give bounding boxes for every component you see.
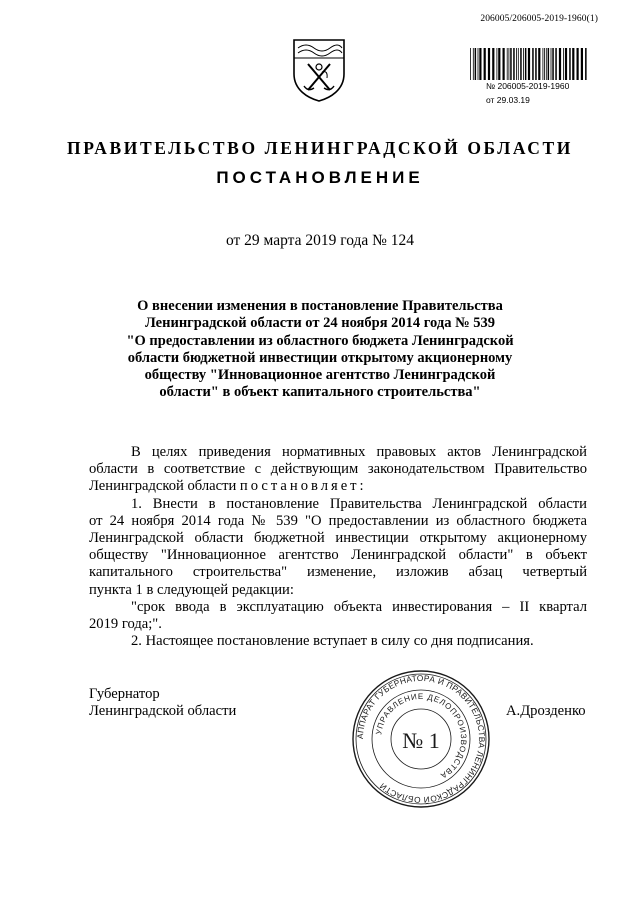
document-title — [110, 298, 530, 402]
item1-line: обществу "Инновационное агентство Ленинградской области" в объект — [89, 547, 587, 564]
barcode-bar — [478, 48, 479, 80]
barcode-bar — [470, 48, 471, 80]
stamp-outer-text: АППАРАТ ГУБЕРНАТОРА И ПРАВИТЕЛЬСТВА ЛЕНИНГРАДСКОЙ ОБЛАСТИ — [354, 672, 488, 806]
barcode-bar — [497, 48, 498, 80]
barcode-bar — [535, 48, 537, 80]
barcode-bar — [552, 48, 554, 80]
barcode-bar — [565, 48, 567, 80]
barcode-bar — [559, 48, 561, 80]
document-type: ПОСТАНОВЛЕНИЕ — [216, 168, 424, 187]
barcode-bar — [518, 48, 519, 80]
title-line: "О предоставлении из областного бюджета Ленинградской — [126, 332, 514, 349]
preamble-line-decree — [89, 478, 587, 495]
barcode-bar — [569, 48, 571, 80]
barcode-bar — [475, 48, 477, 80]
barcode-bar — [525, 48, 527, 80]
preamble-line: области в соответствие с действующим законодательством Правительство — [89, 461, 587, 478]
barcode-bar — [503, 48, 505, 80]
preamble-line: В целях приведения нормативных правовых актов Ленинградской — [131, 444, 587, 460]
title-line: области" в объект капитального строительства" — [159, 384, 481, 401]
position-line: Губернатор — [89, 686, 160, 702]
barcode-bar — [551, 48, 552, 80]
stamp-inner-text: УПРАВЛЕНИЕ ДЕЛОПРОИЗВОДСТВА — [374, 691, 469, 781]
barcode-bar — [484, 48, 486, 80]
barcode-bar — [523, 48, 524, 80]
barcode-bar — [546, 48, 547, 80]
barcode-bar — [532, 48, 534, 80]
item1-line: от 24 ноября 2014 года № 539 "О предоставлении из областного бюджета — [89, 512, 587, 529]
registration-number: 206005/206005-2019-1960(1) — [480, 14, 598, 24]
stamp-number: № 1 — [402, 728, 440, 753]
title-line: О внесении изменения в постановление Правительства — [137, 298, 503, 314]
item1-line: капитального строительства" изменение, изложив абзац четвертый — [89, 564, 587, 581]
quote-line: 2019 года;". — [89, 615, 162, 632]
barcode-bar — [544, 48, 545, 80]
barcode-date: от 29.03.19 — [486, 95, 530, 105]
barcode-bar — [555, 48, 557, 80]
barcode — [470, 48, 590, 80]
barcode-bar — [492, 48, 494, 80]
organization-title: ПРАВИТЕЛЬСТВО ЛЕНИНГРАДСКОЙ ОБЛАСТИ — [66, 138, 574, 158]
quote-line: "срок ввода в эксплуатацию объекта инвестирования – II квартал — [131, 598, 587, 615]
barcode-bar — [520, 48, 522, 80]
barcode-bar — [581, 48, 583, 80]
barcode-bar — [509, 48, 510, 80]
decree-word: постановляет: — [239, 478, 367, 495]
barcode-bar — [510, 48, 512, 80]
signatory-position — [89, 686, 236, 720]
preamble-text: Ленинградской области — [89, 478, 237, 495]
signatory-name: А.Дрозденко — [506, 703, 586, 719]
item1-line: пункта 1 в следующей редакции: — [89, 581, 294, 598]
barcode-bar — [538, 48, 540, 80]
barcode-bar — [513, 48, 515, 80]
barcode-bar — [498, 48, 500, 80]
barcode-bar — [473, 48, 474, 80]
barcode-bar — [543, 48, 544, 80]
barcode-bar — [572, 48, 574, 80]
document-date-number: от 29 марта 2019 года № 124 — [225, 232, 415, 249]
barcode-bar — [577, 48, 579, 80]
barcode-bar — [528, 48, 530, 80]
title-line: Ленинградской области от 24 ноября 2014 года № 539 — [144, 315, 496, 332]
item2-line: 2. Настоящее постановление вступает в силу со дня подписания. — [131, 633, 534, 650]
barcode-bar — [479, 48, 481, 80]
title-line: области бюджетной инвестиции открытому акционерному — [127, 349, 513, 366]
official-stamp — [350, 668, 492, 810]
item1-line: Ленинградской области бюджетной инвестиции открытому акционерному — [89, 529, 587, 546]
title-line: обществу "Инновационное агентство Ленинградской — [144, 367, 496, 384]
barcode-bar — [548, 48, 550, 80]
document-body — [89, 444, 587, 650]
barcode-bar — [585, 48, 587, 80]
coat-of-arms-emblem — [290, 36, 348, 102]
item1-line: 1. Внести в постановление Правительства Ленинградской области — [131, 495, 587, 512]
barcode-bar — [507, 48, 508, 80]
position-line: Ленинградской области — [89, 703, 237, 720]
barcode-number: № 206005-2019-1960 — [486, 81, 570, 91]
barcode-bar — [516, 48, 517, 80]
barcode-bar — [488, 48, 490, 80]
barcode-bar — [563, 48, 564, 80]
